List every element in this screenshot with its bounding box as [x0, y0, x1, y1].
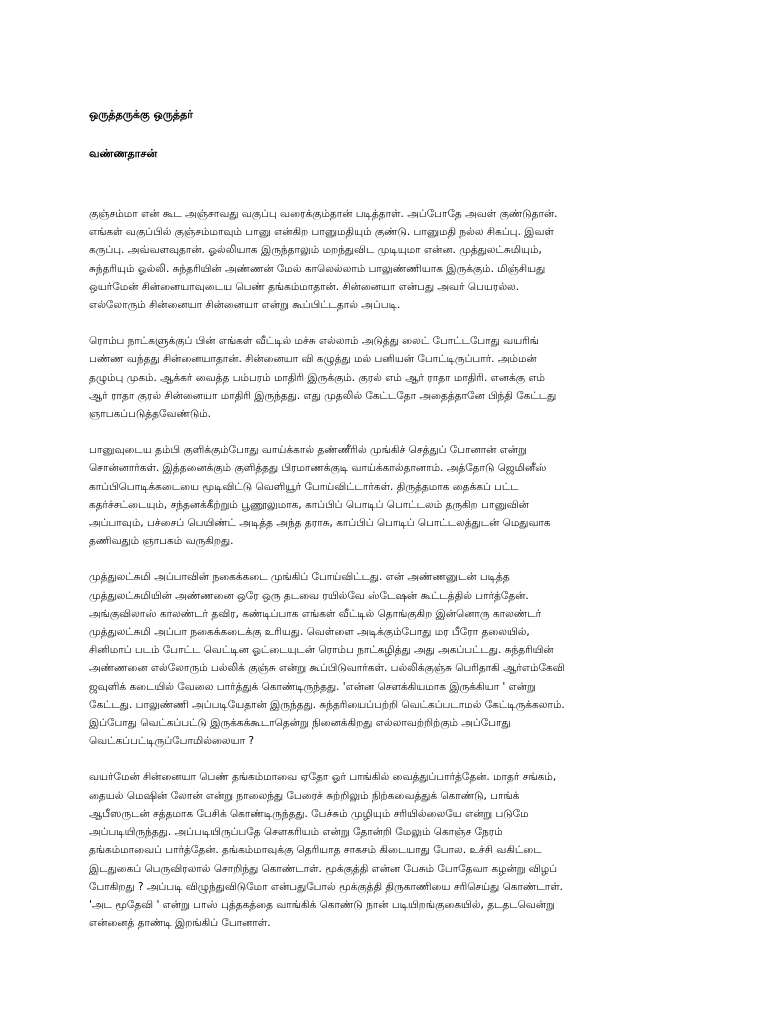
text-line: தங்கம்மாவைப் பார்த்தேன். தங்கம்மாவுக்கு தெரியாத சாகசம் கிடையாது போல. உச்சி வகிட்டை	[89, 844, 542, 857]
text-line: தையல் மெஷின் லோன் என்று நாலைந்து பேரைச் சுற்றிலும் நிற்கவைத்துக் கொண்டு, பாங்க்	[89, 789, 520, 802]
text-line: 'அட மூதேவி ' என்று பாஸ் புத்தகத்தை வாங்கிக் கொண்டு நான் படியிறங்குகையில், தடதடவென்று	[89, 898, 555, 911]
text-line: பண்ண வந்தது சின்னையாதான். சின்னையா வி கழுத்து மல் பனியன் போட்டிருப்பார். அம்மன்	[89, 353, 537, 366]
text-line: சினிமாப் படம் போட்ட வெட்டின ஓட்டையுடன் ரொம்ப நாட்கழித்து அது அகப்பட்டது. சுந்தரியின்	[89, 644, 554, 657]
text-line: வெட்கப்பட்டிருப்போமில்லையா ?	[89, 735, 255, 748]
text-line: ரொம்ப நாட்களுக்குப் பின் எங்கள் வீட்டில் மச்சு எல்லாம் அடுத்து லைட் போட்டபோது வயரிங்	[89, 335, 539, 348]
paragraph	[89, 205, 729, 314]
text-line: கருப்பு. அவ்வளவுதான். ஓல்லியாக இருந்தாலும் மறந்துவிட முடியுமா என்ன. முத்துலட்சுமியும்,	[89, 244, 542, 257]
text-line: போகிறது ? அப்படி விழுந்துவிடுமோ என்பதுபோல் மூக்குத்தி திருகாணியை சரிசெய்து கொண்டாள்.	[89, 880, 564, 893]
text-line: சுந்தரியும் ஓல்லி. சுந்தரியின் அண்ணன் மேல் காலெல்லாம் பாலுண்ணியாக இருக்கும். மிஞ்சியது	[89, 262, 546, 275]
text-line: குஞ்சம்மா என் கூட அஞ்சாவது வகுப்பு வரைக்கும்தான் படித்தாள். அப்போதே அவள் குண்டுதான்.	[89, 208, 558, 220]
paragraph	[89, 768, 729, 932]
text-line: வயர்மேன் சின்னையா பெண் தங்கம்மாவை ஏதோ ஓர் பாங்கில் வைத்துப்பார்த்தேன். மாதர் சங்கம்,	[89, 771, 557, 784]
text-line: காப்பிபொடிக்கடையை மூடிவிட்டு வெளியூர் போய்விட்டார்கள். திருத்தமாக தைக்கப் பட்ட	[89, 480, 519, 493]
text-line: சொன்னார்கள். இத்தனைக்கும் குளித்தது பிரமாணக்குடி வாய்க்கால்தானாம். அத்தோடு ஜெமினீஸ்	[89, 462, 547, 475]
text-line: என்னைத் தாண்டி இறங்கிப் போனாள்.	[89, 917, 271, 930]
text-line: அங்குவிலாஸ் காலண்டர் தவிர, கண்டிப்பாக எங்கள் வீட்டில் தொங்குகிற இன்னொரு காலண்டர்	[89, 607, 542, 620]
text-line: ஆபீஸருடன் சத்தமாக பேசிக் கொண்டிருந்தது. பேச்சும் முழியும் சரியில்லையே என்று படுமே	[89, 807, 529, 820]
story-body	[89, 205, 729, 950]
text-line: முத்துலட்சுமி அப்பாவின் நகைக்கடை முங்கிப் போய்விட்டது. என் அண்ணனுடன் படித்த	[89, 571, 510, 584]
text-line: கேட்டது. பாலுண்ணி அப்படியேதான் இருந்தது. சுந்தரியைப்பற்றி வெட்கப்படாமல் கேட்டிருக்கலாம்.	[89, 698, 565, 711]
text-line: இப்போது வெட்கப்பட்டு இருக்கக்கூடாதென்று நினைக்கிறது எல்லாவற்றிற்கும் அப்போது	[89, 717, 511, 730]
text-line: ஞாபகப்படுத்தவேண்டும்.	[89, 408, 211, 421]
text-line: இடதுகைப் பெருவிரலால் சொறிந்து கொண்டாள். மூக்குத்தி என்ன பேசும் போதேவா கழன்று விழப்	[89, 862, 558, 875]
text-line: ஒயர்மேன் சின்னையாவுடைய பெண் தங்கம்மாதான். சின்னையா என்பது அவர் பெயரல்ல.	[89, 280, 520, 293]
text-line: அப்படியிருந்தது. அப்படியிருப்பதே சௌகரியம் என்று தோன்றி மேலும் கொஞ்ச நேரம்	[89, 826, 503, 839]
text-line: கதர்ச்சட்டையும், சந்தனக்கீற்றும் பூணூலுமாக, காப்பிப் பொடிப் பொட்டலம் தருகிற பானுவின்	[89, 498, 529, 511]
text-line: எங்கள் வகுப்பில் குஞ்சம்மாவும் பானு என்கிற பானுமதியும் குண்டு. பானுமதி நல்ல சிகப்பு. இவள்	[89, 226, 554, 239]
story-title: ஒருத்தருக்கு ஒருத்தர்	[89, 108, 194, 121]
paragraph	[89, 441, 729, 550]
paragraph	[89, 332, 729, 423]
text-line: முத்துலட்சுமியின் அண்ணனை ஒரே ஒரு தடவை ரயில்வே ஸ்டேஷன் கூட்டத்தில் பார்த்தேன்.	[89, 589, 529, 602]
text-line: அப்பாவும், பச்சைப் பெயிண்ட் அடித்த அந்த தராசு, காப்பிப் பொடிப் பொட்டலத்துடன் மெதுவாக	[89, 517, 551, 530]
paragraph	[89, 568, 729, 750]
text-line: பானுவுடைய தம்பி குளிக்கும்போது வாய்க்கால் தண்ணீரில் முங்கிச் செத்துப் போனான் என்று	[89, 444, 527, 457]
text-line: தணிவதும் ஞாபகம் வருகிறது.	[89, 535, 234, 548]
text-line: முத்துலட்சுமி அப்பா நகைக்கடைக்கு உரியது. வெள்ளை அடிக்கும்போது மர பீரோ தலையில்,	[89, 626, 530, 639]
text-line: எல்லோரும் சின்னையா சின்னையா என்று கூப்பிட்டதால் அப்படி.	[89, 299, 401, 312]
text-line: ஆர் ராதா குரல் சின்னையா மாதிரி இருந்தது. எது முதலில் கேட்டதோ அதைத்தானே பிந்தி கேட்டது	[89, 389, 557, 402]
text-line: ஜவுளிக் கடையில் வேலை பார்த்துக் கொண்டிருந்தது. 'என்ன சௌக்கியமாக இருக்கியா ' என்று	[89, 680, 536, 693]
text-line: அண்ணனை எல்லோரும் பல்லிக் குஞ்சு என்று கூப்பிடுவார்கள். பல்லிக்குஞ்சு பெரிதாகி ஆர்எம்கேவி	[89, 662, 565, 675]
author-name: வண்ணதாசன்	[89, 147, 158, 160]
text-line: தழும்பு முகம். ஆக்கர் வைத்த பம்பரம் மாதிரி இருக்கும். குரல் எம் ஆர் ராதா மாதிரி. எனக்கு எம்	[89, 371, 545, 384]
